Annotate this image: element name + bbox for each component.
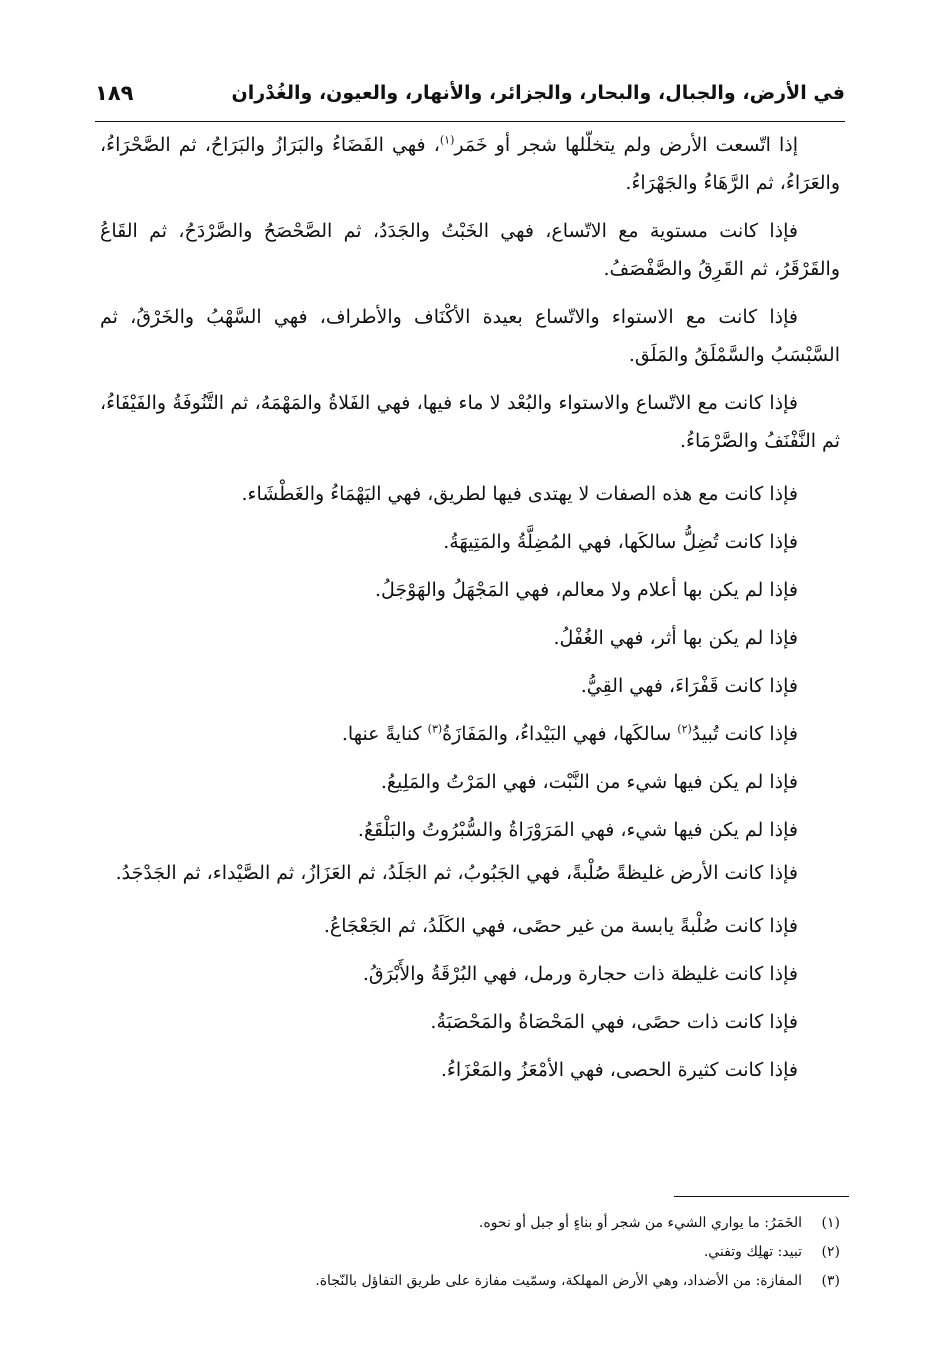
paragraph-text: فإذا كانت قَفْرَاءَ، فهي القِيُّ. xyxy=(580,675,798,697)
paragraph xyxy=(100,902,840,950)
footnote-number: (٢) xyxy=(821,1244,840,1260)
paragraph-text: سالكَها، فهي البَيْداءُ، والمَفَازَةُ xyxy=(442,723,678,745)
paragraph-text: فإذا كانت ذات حصًى، فهي المَحْصَاةُ والمَحْصَبَةُ. xyxy=(430,1011,798,1033)
paragraph-text: فإذا كانت غليظة ذات حجارة ورمل، فهي البُرْقَةُ والأَبْرَقُ. xyxy=(362,963,798,985)
paragraph-text: كنايةً عنها. xyxy=(341,723,428,745)
paragraph xyxy=(100,662,840,710)
paragraph xyxy=(100,212,840,288)
running-header-title: في الأرض، والجبال، والبحار، والجزائر، والأنهار، والعيون، والغُدْران xyxy=(231,82,845,104)
paragraph-text: فإذا لم يكن فيها شيء، فهي المَرَوْرَاةُ والسُّبْرُوتُ والبَلْقَعُ. xyxy=(357,819,798,841)
body-text xyxy=(100,126,840,1094)
footnote-text: المفازة: من الأضداد، وهي الأرض المهلكة، وسمّيت مفازة على طريق التفاؤل بالنّجاة. xyxy=(315,1273,802,1289)
paragraph xyxy=(100,950,840,998)
paragraph xyxy=(100,614,840,662)
paragraph xyxy=(100,1046,840,1094)
paragraph-text: فإذا كانت مع الاتّساع والاستواء والبُعْد لا ماء فيها، فهي الفَلاةُ والمَهْمَهُ، ثم التَّنُوفَةُ والفَيْفَاءُ، ثم النَّفْنَفُ والصَّرْمَاءُ. xyxy=(100,392,840,452)
paragraph xyxy=(100,710,840,758)
paragraph-text: فإذا كانت صُلْبةً يابسة من غير حصًى، فهي الكَلَدُ، ثم الجَعْجَاعُ. xyxy=(323,915,798,937)
page-number: ١٨٩ xyxy=(95,81,134,105)
paragraph-text: فإذا كانت تُضِلُّ سالكَها، فهي المُضِلَّةُ والمَتِيهَةُ. xyxy=(443,531,798,553)
paragraph xyxy=(100,470,840,518)
paragraph-text: فإذا كانت مع الاستواء والاتّساع بعيدة الأكْنَاف والأطراف، فهي السَّهْبُ والخَرْقُ، ثم السَّبْسَبُ والسَّمْلَقُ والمَلَق. xyxy=(100,306,840,366)
paragraph-text: فإذا كانت مستوية مع الاتّساع، فهي الخَبْتُ والجَدَدُ، ثم الصَّحْصَحُ والصَّرْدَحُ، ثم القَاعُ والقَرْقَرُ، ثم القَرِقُ والصَّفْصَفُ. xyxy=(100,220,840,280)
paragraph xyxy=(100,126,840,202)
paragraph xyxy=(100,298,840,374)
paragraph xyxy=(100,518,840,566)
footnotes xyxy=(100,1209,840,1296)
paragraph xyxy=(100,758,840,806)
footnote-ref: (١) xyxy=(439,133,455,147)
paragraph-text: فإذا كانت الأرض غليظةً صُلْبةً، فهي الجَبُوبُ، ثم الجَلَدُ، ثم العَزَازُ، ثم الصَّيْداء، ثم الجَدْجَدُ. xyxy=(115,862,798,884)
paragraph xyxy=(100,566,840,614)
paragraph-text: فإذا كانت مع هذه الصفات لا يهتدى فيها لطريق، فهي اليَهْمَاءُ والغَطْشَاء. xyxy=(241,483,798,505)
paragraph-text: فإذا كانت تُبيدُ xyxy=(691,723,798,745)
paragraph-text: فإذا كانت كثيرة الحصى، فهي الأمْعَزُ والمَعْزَاءُ. xyxy=(440,1059,798,1081)
running-header xyxy=(95,78,845,112)
footnote-ref: (٣) xyxy=(427,722,443,736)
footnote xyxy=(100,1267,840,1296)
paragraph-text: ، فهي الفَضَاءُ والبَرَازُ والبَرَاحُ، ثم الصَّحْرَاءُ، والعَرَاءُ، ثم الرَّهَاءُ والجَهْرَاءُ. xyxy=(100,134,840,194)
header-rule xyxy=(95,121,845,122)
paragraph xyxy=(100,384,840,460)
paragraph-text: فإذا لم يكن بها أعلام ولا معالم، فهي المَجْهَلُ والهَوْجَلُ. xyxy=(374,579,798,601)
paragraph-text: فإذا لم يكن فيها شيء من النَّبْت، فهي المَرْتُ والمَلِيعُ. xyxy=(380,771,798,793)
footnote-text: الخَمَرُ: ما يواري الشيء من شجر أو بناءٍ أو جبل أو نحوه. xyxy=(478,1215,802,1231)
paragraph-text: فإذا لم يكن بها أثر، فهي الغُفْلُ. xyxy=(553,627,798,649)
paragraph-text: إذا اتّسعت الأرض ولم يتخلّلها شجر أو خَمَر xyxy=(454,134,798,156)
footnote-text: تبيد: تهلِك وتفني. xyxy=(703,1244,802,1260)
footnote-number: (١) xyxy=(821,1215,840,1231)
footnote-ref: (٢) xyxy=(677,722,692,736)
footnote-number: (٣) xyxy=(821,1273,840,1289)
paragraph xyxy=(100,806,840,854)
footnote xyxy=(100,1238,840,1267)
paragraph xyxy=(100,854,840,892)
footnote-rule xyxy=(674,1196,849,1197)
footnote xyxy=(100,1209,840,1238)
paragraph xyxy=(100,998,840,1046)
